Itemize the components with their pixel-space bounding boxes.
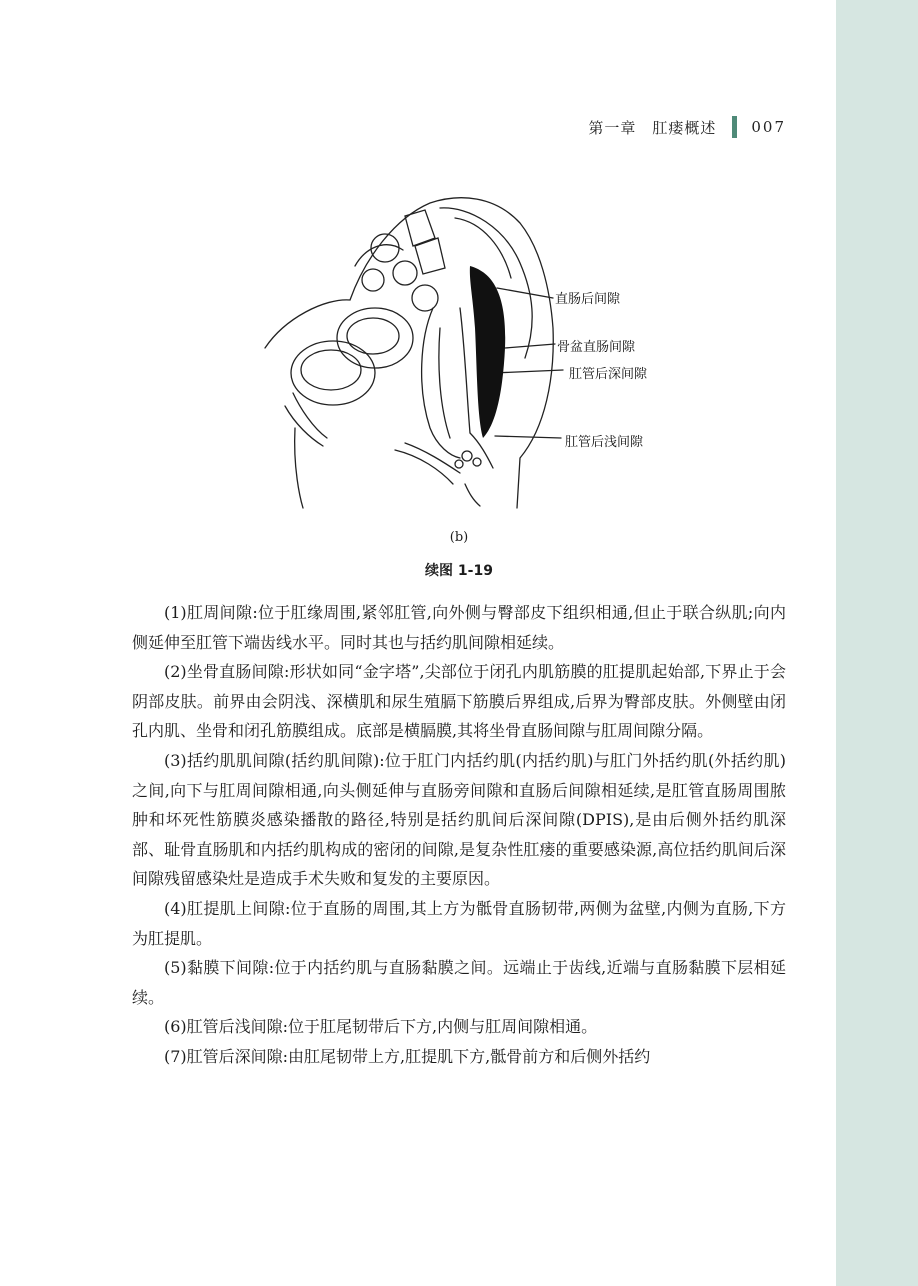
paragraph-1: (1)肛周间隙:位于肛缘周围,紧邻肛管,向外侧与臀部皮下组织相通,但止于联合纵肌;向内侧延伸至肛管下端齿线水平。同时其也与括约肌间隙相延续。 — [132, 603, 786, 652]
pelvis-sagittal-illustration — [255, 188, 695, 528]
figure-caption: 续图 1-19 — [425, 563, 493, 579]
paragraph-5: (5)黏膜下间隙:位于内括约肌与直肠黏膜之间。远端止于齿线,近端与直肠黏膜下层相延续。 — [132, 958, 786, 1007]
subfigure-label: (b) — [449, 530, 469, 545]
anatomy-figure — [255, 188, 695, 528]
label-pelvirectal-space: 骨盆直肠间隙 — [557, 340, 636, 355]
body-text — [132, 598, 786, 1072]
label-retrorectal-space: 直肠后间隙 — [555, 292, 621, 307]
paragraph-3: (3)括约肌肌间隙(括约肌间隙):位于肛门内括约肌(内括约肌)与肛门外括约肌(外括约肌)之间,向下与肛周间隙相通,向头侧延伸与直肠旁间隙和直肠后间隙相延续,是肛管直肠周围脓肿和坏死性筋膜炎感染播散的路径,特别是括约肌间后深间隙(DPIS),是由后侧外括约肌深部、耻骨直肠肌和内括约肌构成的密闭的间隙,是复杂性肛瘘的重要感染源,高位括约肌间后深间隙残留感染灶是造成手术失败和复发的主要原因。 — [132, 750, 786, 889]
paragraph-2: (2)坐骨直肠间隙:形状如同“金字塔”,尖部位于闭孔内肌筋膜的肛提肌起始部,下界止于会阴部皮肤。前界由会阴浅、深横肌和尿生殖膈下筋膜后界组成,后界为臀部皮肤。外侧壁由闭孔内肌、坐骨和闭孔筋膜组成。底部是横膈膜,其将坐骨直肠间隙与肛周间隙分隔。 — [132, 662, 786, 741]
page-edge-band — [836, 0, 918, 1286]
label-superficial-postanal-space: 肛管后浅间隙 — [565, 435, 644, 450]
paragraph-6: (6)肛管后浅间隙:位于肛尾韧带后下方,内侧与肛周间隙相通。 — [164, 1017, 598, 1037]
running-header — [588, 116, 786, 138]
chapter-title: 第一章 肛瘘概述 — [588, 118, 717, 137]
paragraph-7: (7)肛管后深间隙:由肛尾韧带上方,肛提肌下方,骶骨前方和后侧外括约 — [164, 1046, 651, 1066]
page-number: 007 — [751, 118, 786, 136]
label-deep-postanal-space: 肛管后深间隙 — [569, 367, 648, 382]
header-separator-bar — [732, 116, 737, 138]
paragraph-4: (4)肛提肌上间隙:位于直肠的周围,其上方为骶骨直肠韧带,两侧为盆壁,内侧为直肠,下方为肛提肌。 — [132, 898, 786, 948]
